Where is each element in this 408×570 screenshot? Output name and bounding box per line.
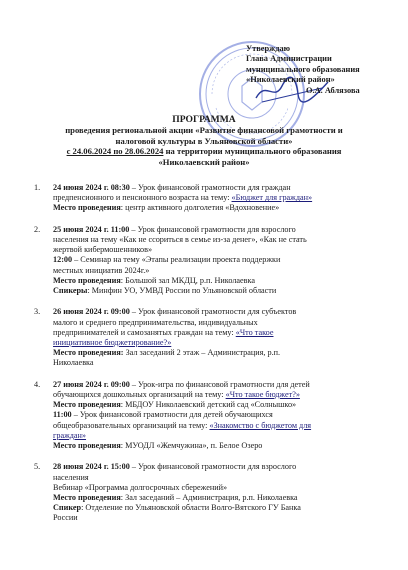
bold-label: Место проведения [53,441,121,451]
bold-label: Место проведения: [53,348,124,358]
item-line [53,266,389,276]
item-number: 5. [34,462,41,472]
line-text: жертвой кибермошенников» [53,245,153,255]
item-line [53,358,389,368]
item-line [53,483,389,493]
line-text: общеобразовательных организаций на тему: [53,420,210,430]
heading-line: налоговой культуры в Ульяновской области» [115,135,293,146]
program-item [34,462,389,523]
line-text: : Зал заседаний – Администрация, р.п. Николаевка [120,493,298,503]
item-line [53,503,389,513]
item-line [53,318,389,328]
item-line [53,276,389,286]
program-list [34,183,389,535]
line-text: предпенсионного и пенсионного возраста на тему: [53,193,232,203]
heading-line: проведения региональной акции «Развитие финансовой грамотности и [65,125,343,135]
approval-line: Утверждаю [246,44,291,53]
item-line [53,338,389,348]
item-line [53,193,389,203]
item-line [53,183,389,193]
item-number: 3. [34,307,41,317]
item-line [53,286,389,296]
line-text: предпринимателей и самозанятых граждан на тему: [53,327,236,337]
item-line [53,380,389,390]
program-item [34,379,389,451]
approval-block [246,44,406,96]
line-text: – Урок финансовой грамотности для детей обучающихся [71,410,273,420]
bold-label: Место проведения [53,203,121,213]
topic-link[interactable]: граждан» [53,430,87,440]
program-heading [30,114,378,167]
item-line [53,441,389,451]
item-line [53,348,389,358]
approval-line: «Николаевский район» [246,75,335,85]
bold-label: Место проведения [53,275,121,285]
line-text: : Большой зал МКДЦ, р.п. Николаевка [120,275,256,285]
line-text: : Минфин УО, УМВД России по Ульяновской области [87,286,277,296]
line-text: – Урок-игра по финансовой грамотности для детей [129,379,310,389]
heading-line [30,146,378,157]
item-number: 1. [34,183,41,192]
item-line [53,493,389,503]
program-item [34,307,389,368]
item-line [53,390,389,400]
item-line [53,400,389,410]
line-text: – Урок финансовой грамотности для субъектов [129,307,297,317]
item-line [53,513,389,523]
topic-link[interactable]: инициативное бюджетирование?» [53,338,172,348]
line-text: населения [53,472,89,482]
line-text: Вебинар «Программа долгосрочных сбережений» [53,482,228,492]
topic-link[interactable]: «Что такое бюджет?» [225,390,300,400]
bold-label: 25 июня 2024 г. 11:00 [53,224,130,234]
program-title: ПРОГРАММА [172,114,236,125]
item-line [53,473,389,483]
item-line [53,255,389,265]
bold-label: 26 июня 2024 г. 09:00 [53,307,130,317]
bold-label: 12:00 [53,255,73,265]
heading-dates: с 24.06.2024 по 28.06.2024 [66,146,164,157]
item-number: 4. [34,379,41,389]
line-text: малого и среднего предпринимательства, индивидуальных [53,317,258,327]
item-line [53,245,389,255]
approval-line: муниципального образования [246,64,360,74]
line-text: : центр активного долголетия «Вдохновение» [120,203,280,213]
program-item [34,224,389,296]
line-text: населения на тему «Как не ссориться в семье из-за денег», «Как не стать [53,235,307,244]
item-line [53,410,389,420]
bold-label: 11:00 [53,410,72,420]
topic-link[interactable]: «Что такое [235,327,274,337]
item-line [53,307,389,317]
item-line [53,421,389,431]
item-line [53,235,389,245]
line-text: – Семинар на тему «Этапы реализации проекта поддержки [72,255,281,265]
bold-label: Спикеры [53,286,88,296]
bold-label: Спикер [53,503,82,513]
line-text: – Урок финансовой грамотности для взрослого [129,224,296,234]
bold-label: 27 июня 2024 г. 09:00 [53,379,130,389]
item-line [53,328,389,338]
item-number: 2. [34,224,41,234]
line-text: России [53,513,78,523]
bold-label: 24 июня 2024 г. 08:30 [53,183,130,192]
line-text: – Урок финансовой грамотности для взрослого [129,462,297,472]
heading-line: «Николаевский район» [158,156,250,167]
item-line [53,225,389,235]
approval-line: Глава Администрации [246,54,332,64]
bold-label: Место проведения [53,493,121,503]
line-text: – Урок финансовой грамотности для граждан [129,183,291,192]
line-text: Николаевка [53,358,94,368]
approval-signer: О.А. Аблязова [306,85,360,95]
program-item [34,183,389,214]
item-line [53,462,389,472]
line-text: Зал заседаний 2 этаж – Администрация, р.п. [123,348,281,358]
item-line [53,203,389,213]
item-line [53,431,389,441]
line-text: : Отделение по Ульяновской области Волго-Вятского ГУ Банка [81,503,301,513]
line-text: : МУОДЛ «Жемчужина», п. Белое Озеро [120,441,263,451]
topic-link[interactable]: «Знакомство с бюджетом для [209,420,312,430]
heading-line-rest: на территории муниципального образования [163,146,342,157]
line-text: местных инициатив 2024г.» [53,265,150,275]
line-text: : МБДОУ Николаевский детский сад «Солнышко» [120,400,297,410]
line-text: обучающихся дошкольных организаций на тему: [53,390,226,400]
bold-label: Место проведения [53,400,121,410]
bold-label: 28 июня 2024 г. 15:00 [53,462,130,472]
topic-link[interactable]: «Бюджет для граждан» [231,193,313,203]
